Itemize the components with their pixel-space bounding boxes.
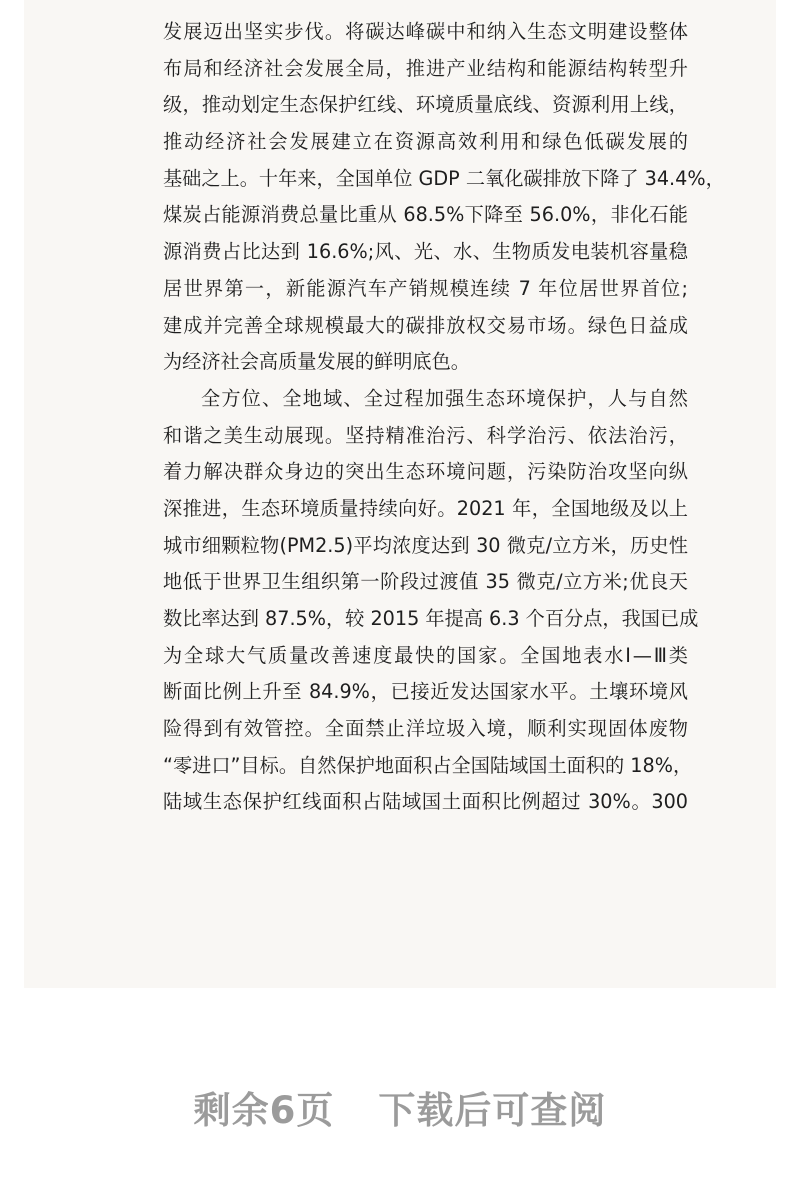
text-line: 基础之上。十年来，全国单位 GDP 二氧化碳排放下降了 34.4%， [163,166,725,190]
text-line: 源消费占比达到 16.6%;风、光、水、生物质发电装机容量稳 [163,240,688,264]
text-line: 险得到有效管控。全面禁止洋垃圾入境，顺利实现固体废物 [163,717,688,741]
text-line: 断面比例上升至 84.9%，已接近发达国家水平。土壤环境风 [163,680,688,704]
text-line: 为全球大气质量改善速度最快的国家。全国地表水Ⅰ—Ⅲ类 [163,643,688,667]
text-line: 和谐之美生动展现。坚持精准治污、科学治污、依法治污， [163,423,688,447]
text-line: 级，推动划定生态保护红线、环境质量底线、资源利用上线， [163,93,688,117]
download-to-view-label: 下载后可查阅 [378,1089,607,1132]
text-line: 地低于世界卫生组织第一阶段过渡值 35 微克/立方米;优良天 [163,570,688,594]
download-to-view-banner[interactable] [0,1080,800,1134]
text-line: 煤炭占能源消费总量比重从 68.5%下降至 56.0%，非化石能 [163,203,688,227]
text-line: 着力解决群众身边的突出生态环境问题，污染防治攻坚向纵 [163,460,688,484]
document-body [163,14,725,821]
text-line: 布局和经济社会发展全局，推进产业结构和能源结构转型升 [163,56,688,80]
paragraph-start-line: 全方位、全地域、全过程加强生态环境保护，人与自然 [201,386,688,410]
document-page [24,0,776,988]
text-line: 陆域生态保护红线面积占陆域国土面积比例超过 30%。300 [163,790,688,814]
text-line: 为经济社会高质量发展的鲜明底色。 [163,350,470,374]
text-line: “零进口”目标。自然保护地面积占全国陆域国土面积的 18%， [163,753,693,777]
text-line: 居世界第一，新能源汽车产销规模连续 7 年位居世界首位; [163,276,688,300]
text-line: 数比率达到 87.5%，较 2015 年提高 6.3 个百分点，我国已成 [163,607,699,630]
remaining-pages-label: 剩余6页 [193,1089,335,1132]
text-line: 建成并完善全球规模最大的碳排放权交易市场。绿色日益成 [163,313,688,337]
text-line: 城市细颗粒物(PM2.5)平均浓度达到 30 微克/立方米，历史性 [163,533,688,557]
text-line: 发展迈出坚实步伐。将碳达峰碳中和纳入生态文明建设整体 [163,20,688,43]
text-line: 深推进，生态环境质量持续向好。2021 年，全国地级及以上 [163,496,688,520]
text-line: 推动经济社会发展建立在资源高效利用和绿色低碳发展的 [163,130,688,154]
